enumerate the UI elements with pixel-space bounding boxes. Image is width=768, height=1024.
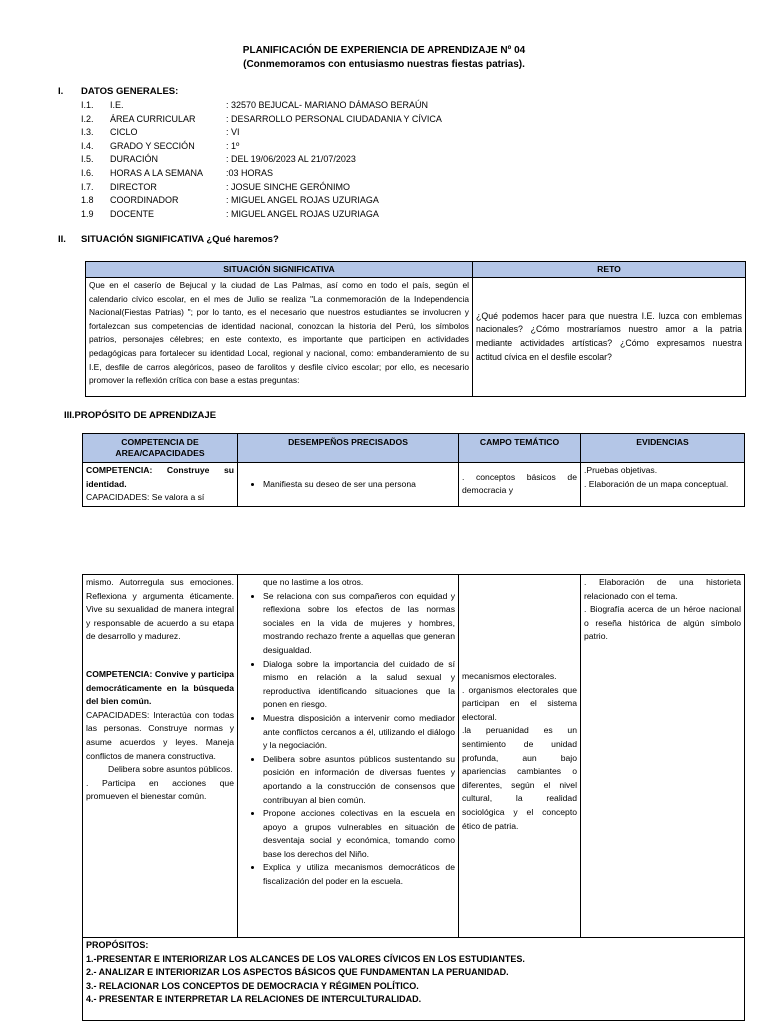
evidencias-cell-1 bbox=[581, 463, 745, 507]
datos-label: COORDINADOR bbox=[110, 195, 179, 206]
datos-num: I.2. bbox=[81, 113, 94, 124]
situacion-table bbox=[85, 261, 746, 397]
section-1-label: DATOS GENERALES: bbox=[81, 86, 179, 97]
propositos-cell bbox=[83, 938, 745, 1021]
reto-text: ¿Qué podemos hacer para que nuestra I.E. luzca con emblemas nacionales? ¿Cómo mostraríamos nuestro amor a la patria mediante actividades artísticas? ¿Cómo expresamos nuestra actitud cívica en el desfile escolar? bbox=[473, 278, 746, 397]
competencia-2-text: COMPETENCIA: Convive y participa democráticamente en la búsqueda del bien común. bbox=[86, 668, 234, 707]
datos-num: I.7. bbox=[81, 181, 94, 192]
evidencia-item: . Elaboración de un mapa conceptual. bbox=[584, 478, 729, 489]
proposito-item: 4.- PRESENTAR E INTERPRETAR LA RELACIONES DE INTERCULTURALIDAD. bbox=[86, 994, 422, 1005]
datos-num: 1.9 bbox=[81, 208, 94, 219]
situacion-text: Que en el caserío de Bejucal y la ciudad de Las Palmas, así como en todo el país, según el calendario cívico escolar, en el mes de Julio se realiza "La conmemoración de la Independencia Nacional(Fiestas Patrias) "; por lo tanto, es el necesario que nuestros estudiantes se involucren y fortalezcan sus competencias de identidad nacional, conozcan la historia del Perú, los símbolos patrios, personajes célebres; en este contexto, es importante que participen en actividades pedagógicas para fortalecer su identidad Local, regional y nacional, como: embanderamiento de su I.E, desfile de carros alegóricos, paseo de farolitos y desfile cívico escolar; por ello, es necesario promover la reflexión crítica con base a estas preguntas: bbox=[86, 278, 473, 397]
campo-item: mecanismos electorales. bbox=[462, 671, 557, 681]
situacion-header: SITUACIÓN SIGNIFICATIVA bbox=[86, 262, 473, 278]
datos-num: I.1. bbox=[81, 100, 94, 110]
capacidades-2-text: CAPACIDADES: Interactúa con todas las personas. Construye normas y asume acuerdos y leyes. Maneja conflictos de manera constructiva. bbox=[86, 709, 234, 761]
document-subtitle: (Conmemoramos con entusiasmo nuestras fiestas patrias). bbox=[243, 59, 525, 70]
capacidades-2-delibera: Delibera sobre asuntos públicos. bbox=[108, 764, 233, 775]
capacidades-2-participa: . Participa en acciones que promueven el bienestar común. bbox=[86, 777, 234, 802]
capacidades-label: CAPACIDADES: bbox=[86, 492, 150, 503]
header-campo-tematico: CAMPO TEMÁTICO bbox=[459, 434, 581, 463]
proposito-item: 3.- RELACIONAR LOS CONCEPTOS DE DEMOCRACIA Y RÉGIMEN POLÍTICO. bbox=[86, 980, 419, 991]
campo-cell-1: . conceptos básicos de democracia y bbox=[459, 463, 581, 507]
reto-header: RETO bbox=[473, 262, 746, 278]
document-title: PLANIFICACIÓN DE EXPERIENCIA DE APRENDIZAJE Nº 04 bbox=[242, 45, 526, 56]
header-evidencias: EVIDENCIAS bbox=[581, 434, 745, 463]
campo-cell-2 bbox=[459, 575, 581, 938]
propositos-label: PROPÓSITOS: bbox=[86, 940, 149, 950]
datos-value: : JOSUE SINCHE GERÓNIMO bbox=[226, 181, 351, 192]
datos-label: GRADO Y SECCIÓN bbox=[110, 140, 195, 151]
proposito-table-part1 bbox=[82, 433, 745, 507]
evidencia-item: . Elaboración de una historieta relacionado con el tema. bbox=[584, 577, 741, 601]
evidencias-cell-2 bbox=[581, 575, 745, 938]
datos-value: : 1º bbox=[226, 140, 240, 151]
header-competencia: COMPETENCIA DE AREA/CAPACIDADES bbox=[83, 434, 238, 463]
desempeno-continuation: que no lastime a los otros. bbox=[263, 577, 364, 587]
datos-label: DOCENTE bbox=[110, 208, 155, 219]
evidencia-item: .Pruebas objetivas. bbox=[584, 465, 658, 475]
competencia-label: COMPETENCIA: bbox=[86, 465, 153, 475]
datos-num: I.5. bbox=[81, 154, 94, 165]
desempeno-item: • Manifiesta su deseo de ser una persona bbox=[263, 478, 455, 492]
section-3-label: III.PROPÓSITO DE APRENDIZAJE bbox=[64, 410, 217, 421]
proposito-table-part2 bbox=[82, 574, 745, 1021]
datos-value: : DESARROLLO PERSONAL CIUDADANIA Y CÍVICA bbox=[226, 113, 442, 124]
desempeno-item: • Muestra disposición a intervenir como mediador ante conflictos cercanos a él, utilizando el diálogo y la negociación. bbox=[263, 712, 455, 753]
datos-label: ÁREA CURRICULAR bbox=[110, 113, 196, 124]
proposito-item: 2.- ANALIZAR E INTERIORIZAR LOS ASPECTOS BÁSICOS QUE FUNDAMENTAN LA PERUANIDAD. bbox=[86, 967, 509, 978]
section-2-number: II. bbox=[58, 234, 66, 245]
desempeno-item: • Delibera sobre asuntos públicos sustentando su posición en información de diversas fuentes y aportando a la construcción de consensos que contribuyan al bien común. bbox=[263, 753, 455, 807]
desempeno-cell-1 bbox=[238, 463, 459, 507]
header-desempenos: DESEMPEÑOS PRECISADOS bbox=[238, 434, 459, 463]
datos-num: I.4. bbox=[81, 140, 94, 151]
datos-label: HORAS A LA SEMANA bbox=[110, 167, 204, 178]
datos-value: : 32570 BEJUCAL- MARIANO DÁMASO BERAÚN bbox=[226, 100, 429, 110]
datos-label: DURACIÓN bbox=[110, 154, 159, 165]
desempeno-item: • Dialoga sobre la importancia del cuidado de sí mismo en relación a la salud sexual y reproductiva identificando situaciones que la ponen en riesgo. bbox=[263, 658, 455, 712]
competencia-cell-2 bbox=[83, 575, 238, 938]
evidencia-item: . Biografía acerca de un héroe nacional o reseña histórica de algún símbolo patrio. bbox=[584, 604, 741, 642]
competencia-cell-1 bbox=[83, 463, 238, 507]
capacidades-text: Se valora a sí bbox=[151, 492, 205, 503]
desempeno-item: • Explica y utiliza mecanismos democráticos de fiscalización del poder en la escuela. bbox=[263, 861, 455, 888]
datos-value: : VI bbox=[226, 127, 240, 138]
desempeno-item: • Se relaciona con sus compañeros con equidad y reflexiona sobre los efectos de las normas sociales en la vida de mujeres y hombres, mostrando rechazo frente a aquellas que generan desigualdad. bbox=[263, 590, 455, 658]
capacidades-continuation: mismo. Autorregula sus emociones. Reflexiona y argumenta éticamente. Vive su sexualidad de manera integral y responsable de acuerdo a su etapa de desarrollo y madurez. bbox=[86, 577, 234, 642]
datos-num: I.6. bbox=[81, 167, 94, 178]
datos-num: I.3. bbox=[81, 127, 94, 138]
datos-label: DIRECTOR bbox=[110, 181, 157, 192]
campo-item: .la peruanidad es un sentimiento de unidad profunda, aun bajo apariencias cambiantes o diferentes, según el nivel cultural, la realidad sociológica y el concepto ético de patria. bbox=[462, 725, 577, 831]
datos-value: : DEL 19/06/2023 AL 21/07/2023 bbox=[226, 154, 356, 165]
desempeno-item: • Propone acciones colectivas en la escuela en apoyo a grupos vulnerables en situación de desventaja social y económica, tomando como base los derechos del Niño. bbox=[263, 807, 455, 861]
proposito-item: 1.-PRESENTAR E INTERIORIZAR LOS ALCANCES DE LOS VALORES CÍVICOS EN LOS ESTUDIANTES. bbox=[86, 953, 525, 964]
datos-value: : MIGUEL ANGEL ROJAS UZURIAGA bbox=[226, 208, 379, 219]
competencia-text: Construye su identidad. bbox=[86, 465, 234, 489]
datos-value: :03 HORAS bbox=[226, 167, 274, 178]
datos-label: I.E. bbox=[110, 100, 124, 110]
section-1-number: I. bbox=[58, 86, 64, 97]
section-2-label: SITUACIÓN SIGNIFICATIVA ¿Qué haremos? bbox=[81, 234, 279, 245]
campo-item: . organismos electorales que participan en el sistema electoral. bbox=[462, 684, 577, 722]
datos-num: 1.8 bbox=[81, 195, 94, 206]
datos-label: CICLO bbox=[110, 127, 138, 138]
datos-value: : MIGUEL ANGEL ROJAS UZURIAGA bbox=[226, 195, 379, 206]
desempeno-cell-2 bbox=[238, 575, 459, 938]
